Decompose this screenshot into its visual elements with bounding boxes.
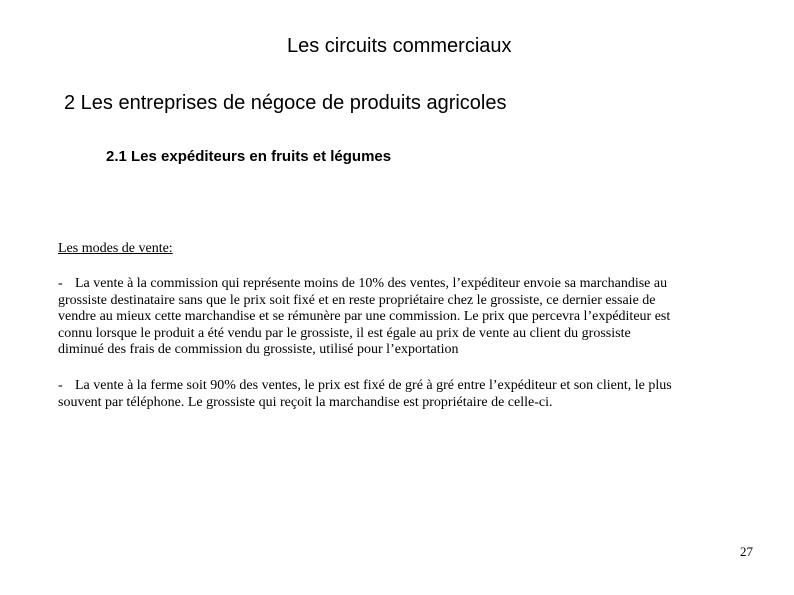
mode-item-ferme: [58, 378, 744, 411]
mode-line: vendre au mieux cette marchandise et se rémunère par une commission. Le prix que percevra l’expéditeur est: [58, 309, 671, 324]
mode-line: grossiste destinataire sans que le prix soit fixé et en reste propriétaire chez le grossiste, ce dernier essaie de: [58, 292, 656, 308]
mode-line: souvent par téléphone. Le grossiste qui reçoit la marchandise est propriétaire de celle-ci.: [58, 394, 553, 410]
subsection-heading: 2.1 Les expéditeurs en fruits et légumes: [106, 148, 392, 165]
mode-line-text: La vente à la ferme soit 90% des ventes, le prix est fixé de gré à gré entre l’expéditeur et son client, le plus: [75, 378, 672, 393]
bullet-dash: -: [58, 276, 63, 291]
slide-title: Les circuits commerciaux: [287, 35, 512, 57]
mode-line: [58, 378, 744, 395]
section-heading: 2 Les entreprises de négoce de produits agricoles: [64, 92, 507, 114]
mode-line: [58, 276, 744, 293]
mode-line: diminué des frais de commission du grossiste, utilisé pour l’exportation: [58, 342, 459, 357]
mode-line: connu lorsque le produit a été vendu par le grossiste, il est égale au prix de vente au client du grossiste: [58, 325, 631, 341]
bullet-dash: -: [58, 378, 63, 393]
page-number: 27: [740, 544, 753, 559]
mode-line-text: La vente à la commission qui représente moins de 10% des ventes, l’expéditeur envoie sa marchandise au: [75, 276, 668, 291]
mode-item-commission: [58, 276, 744, 359]
modes-heading: Les modes de vente:: [58, 241, 173, 256]
